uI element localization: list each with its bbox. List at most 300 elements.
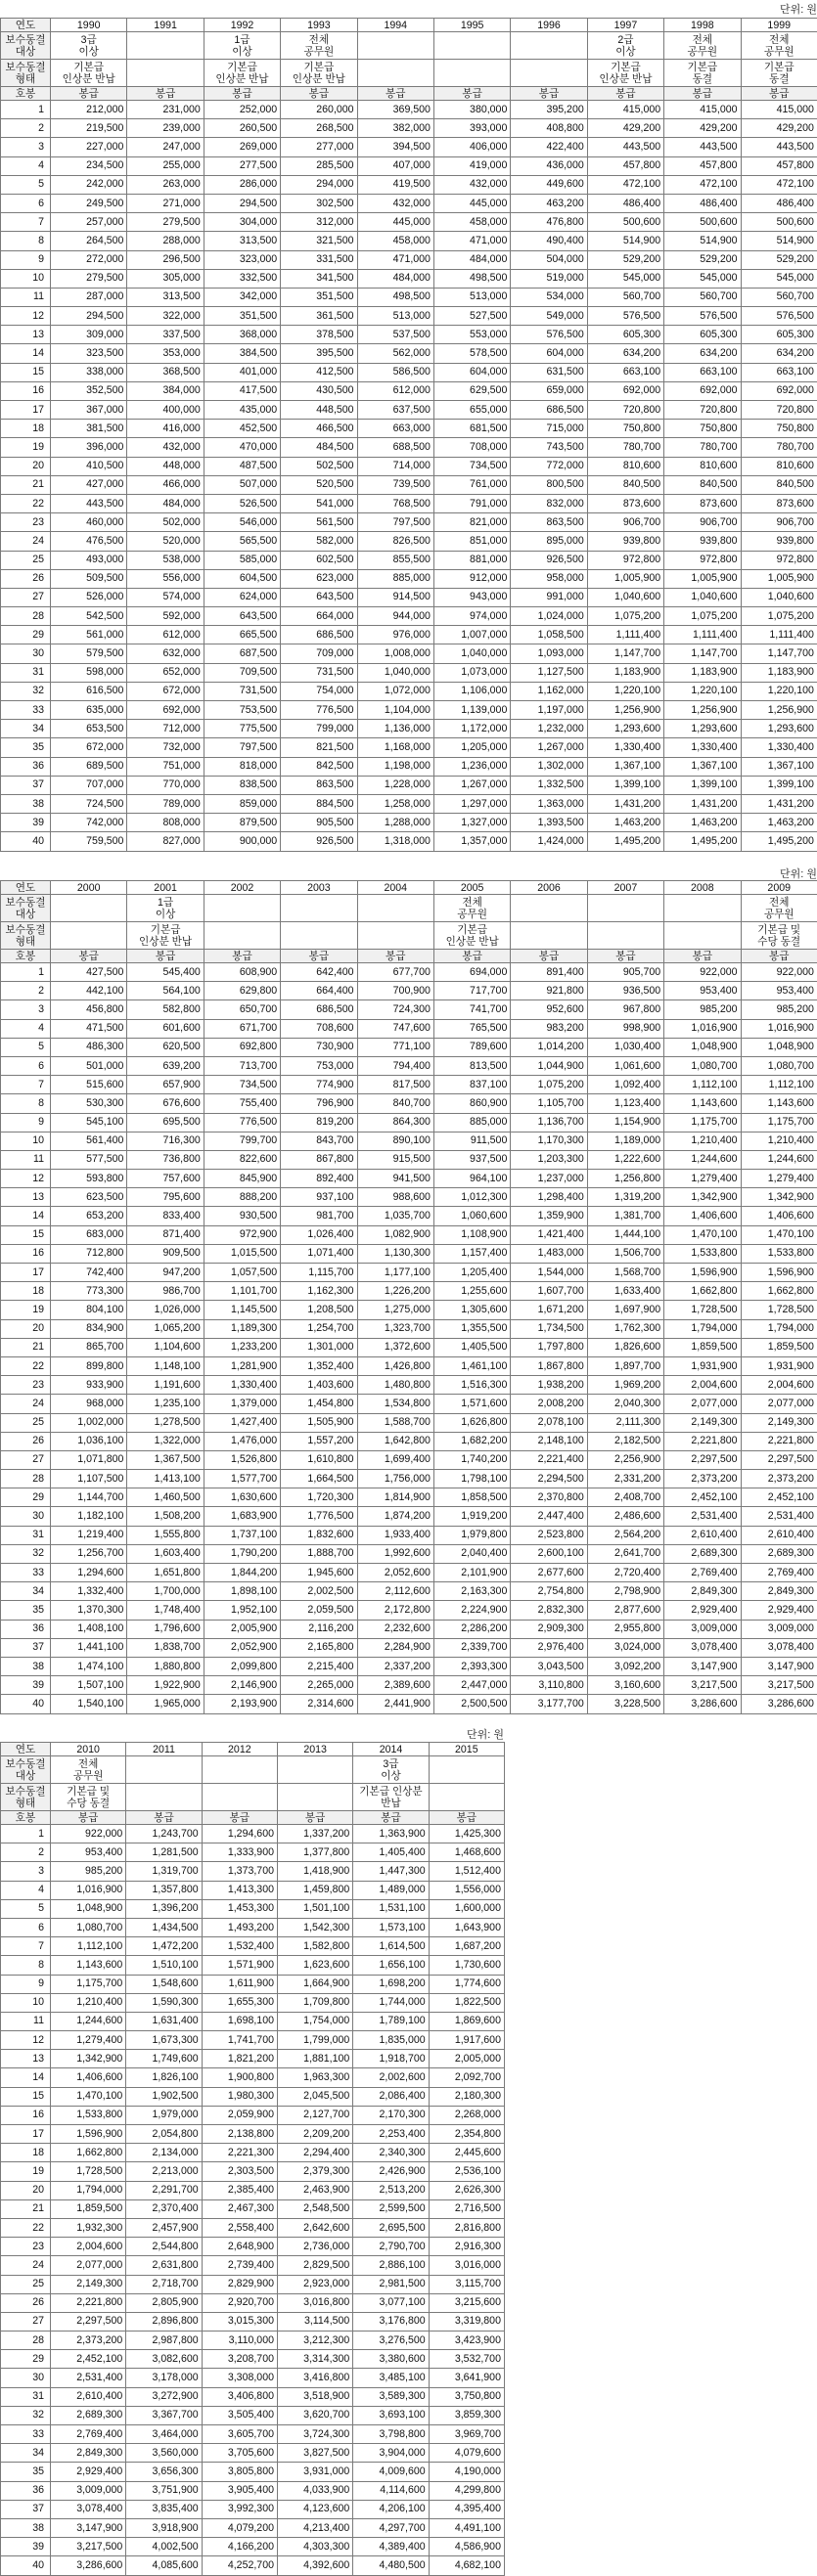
salary-cell: 321,500 xyxy=(281,232,357,250)
table-row xyxy=(1,1113,817,1132)
salary-cell: 382,000 xyxy=(357,119,433,138)
salary-cell: 1,293,600 xyxy=(741,720,817,738)
salary-cell: 1,821,200 xyxy=(202,2050,277,2068)
salary-cell: 1,147,700 xyxy=(741,644,817,663)
table-row xyxy=(1,2238,505,2256)
salary-cell: 1,040,000 xyxy=(433,644,510,663)
column-header: 봉급 xyxy=(741,87,817,101)
salary-cell: 2,923,000 xyxy=(277,2275,352,2293)
step-number: 38 xyxy=(1,794,51,813)
step-number: 37 xyxy=(1,2500,51,2518)
step-number: 11 xyxy=(1,288,51,306)
salary-cell: 3,082,600 xyxy=(126,2350,202,2369)
salary-cell: 2,564,200 xyxy=(587,1526,663,1544)
salary-cell: 534,000 xyxy=(511,288,587,306)
salary-cell: 864,300 xyxy=(357,1113,433,1132)
salary-cell: 672,000 xyxy=(127,682,204,700)
salary-cell: 1,698,100 xyxy=(202,2012,277,2030)
target-cell xyxy=(587,895,663,922)
salary-cell: 1,040,600 xyxy=(587,588,663,606)
salary-cell: 3,931,000 xyxy=(277,2463,352,2481)
table-row xyxy=(1,2199,505,2218)
salary-cell: 542,500 xyxy=(51,607,127,626)
salary-cell: 1,101,700 xyxy=(204,1282,280,1301)
salary-cell: 1,421,400 xyxy=(511,1225,587,1244)
salary-cell: 2,463,900 xyxy=(277,2181,352,2199)
table-row xyxy=(1,1582,817,1601)
salary-cell: 472,100 xyxy=(741,175,817,194)
salary-cell: 4,480,500 xyxy=(353,2556,429,2575)
salary-cell: 2,002,600 xyxy=(353,2068,429,2087)
table-row xyxy=(1,457,817,475)
salary-cell: 378,500 xyxy=(281,326,357,344)
salary-cell: 652,000 xyxy=(127,663,204,682)
salary-cell: 2,599,500 xyxy=(353,2199,429,2218)
step-number: 21 xyxy=(1,2199,51,2218)
salary-cell: 2,373,200 xyxy=(741,1470,817,1488)
salary-cell: 1,656,100 xyxy=(353,1956,429,1975)
salary-cell: 2,256,900 xyxy=(587,1450,663,1469)
table-row xyxy=(1,2500,505,2518)
salary-cell: 2,916,300 xyxy=(429,2238,504,2256)
step-number: 27 xyxy=(1,2312,51,2331)
salary-cell: 1,136,700 xyxy=(511,1113,587,1132)
salary-cell: 3,367,700 xyxy=(126,2406,202,2424)
salary-cell: 2,849,300 xyxy=(664,1582,741,1601)
salary-cell: 564,100 xyxy=(127,982,204,1000)
step-number: 26 xyxy=(1,569,51,588)
salary-cell: 1,664,500 xyxy=(281,1470,357,1488)
salary-cell: 1,737,100 xyxy=(204,1526,280,1544)
table-row xyxy=(1,513,817,532)
salary-cell: 1,463,200 xyxy=(741,814,817,832)
salary-cell: 3,217,500 xyxy=(741,1676,817,1695)
salary-cell: 1,256,900 xyxy=(741,701,817,720)
salary-cell: 242,000 xyxy=(51,175,127,194)
salary-cell: 3,532,700 xyxy=(429,2350,504,2369)
salary-cell: 331,500 xyxy=(281,250,357,269)
table-row xyxy=(1,1301,817,1319)
salary-cell: 529,200 xyxy=(741,250,817,269)
salary-cell: 1,931,900 xyxy=(664,1356,741,1375)
salary-cell: 1,548,600 xyxy=(126,1975,202,1993)
salary-cell: 1,489,000 xyxy=(353,1881,429,1899)
year-cell: 1995 xyxy=(433,19,510,32)
salary-cell: 384,000 xyxy=(127,381,204,400)
salary-cell: 1,256,900 xyxy=(664,701,741,720)
salary-cell: 692,000 xyxy=(587,381,663,400)
salary-cell: 620,500 xyxy=(127,1038,204,1056)
salary-cell: 2,716,500 xyxy=(429,2199,504,2218)
salary-cell: 1,112,100 xyxy=(51,1937,126,1956)
column-header: 봉급 xyxy=(353,1811,429,1825)
salary-cell: 486,400 xyxy=(664,194,741,212)
column-header: 봉급 xyxy=(357,87,433,101)
column-header-row xyxy=(1,950,817,963)
form-cell xyxy=(433,60,510,87)
salary-cell: 1,005,900 xyxy=(741,569,817,588)
salary-cell: 287,000 xyxy=(51,288,127,306)
salary-cell: 2,447,400 xyxy=(511,1507,587,1526)
salary-cell: 304,000 xyxy=(204,213,280,232)
salary-cell: 1,256,900 xyxy=(587,701,663,720)
salary-cell: 4,491,100 xyxy=(429,2518,504,2537)
salary-cell: 817,500 xyxy=(357,1076,433,1094)
salary-cell: 2,754,800 xyxy=(511,1582,587,1601)
salary-cell: 1,243,700 xyxy=(126,1825,202,1843)
target-cell: 전체 공무원 xyxy=(281,32,357,60)
salary-cell: 905,700 xyxy=(587,963,663,982)
salary-cell: 2,045,500 xyxy=(277,2087,352,2106)
step-number: 18 xyxy=(1,1282,51,1301)
salary-cell: 1,189,300 xyxy=(204,1319,280,1338)
salary-cell: 953,400 xyxy=(664,982,741,1000)
salary-cell: 2,182,500 xyxy=(587,1432,663,1450)
salary-cell: 1,183,900 xyxy=(587,663,663,682)
salary-cell: 313,500 xyxy=(204,232,280,250)
salary-cell: 2,286,200 xyxy=(433,1620,510,1638)
salary-cell: 707,000 xyxy=(51,776,127,794)
table-row xyxy=(1,1376,817,1395)
salary-cell: 2,805,900 xyxy=(126,2293,202,2312)
year-cell: 2006 xyxy=(511,881,587,895)
salary-cell: 1,474,100 xyxy=(51,1657,127,1675)
salary-cell: 514,900 xyxy=(741,232,817,250)
step-number: 24 xyxy=(1,532,51,551)
salary-cell: 2,373,200 xyxy=(664,1470,741,1488)
salary-cell: 4,395,400 xyxy=(429,2500,504,2518)
salary-cell: 1,093,000 xyxy=(511,644,587,663)
salary-cell: 1,822,500 xyxy=(429,1993,504,2012)
salary-cell: 466,000 xyxy=(127,475,204,494)
row-label: 보수동결 형태 xyxy=(1,922,51,950)
salary-cell: 1,024,000 xyxy=(511,607,587,626)
salary-cell: 443,500 xyxy=(664,138,741,156)
salary-cell: 3,016,000 xyxy=(429,2256,504,2275)
table-row xyxy=(1,1657,817,1675)
salary-cell: 3,798,800 xyxy=(353,2425,429,2444)
target-cell xyxy=(511,895,587,922)
salary-cell: 1,728,500 xyxy=(664,1301,741,1319)
salary-cell: 754,000 xyxy=(281,682,357,700)
table-row xyxy=(1,2444,505,2463)
step-number: 37 xyxy=(1,1638,51,1657)
salary-cell: 1,898,100 xyxy=(204,1582,280,1601)
year-cell: 2003 xyxy=(281,881,357,895)
salary-cell: 526,000 xyxy=(51,588,127,606)
salary-cell: 586,500 xyxy=(357,363,433,381)
salary-cell: 247,000 xyxy=(127,138,204,156)
step-number: 2 xyxy=(1,1843,51,1862)
salary-cell: 953,400 xyxy=(51,1843,126,1862)
salary-cell: 1,012,300 xyxy=(433,1188,510,1207)
salary-cell: 2,379,300 xyxy=(277,2162,352,2181)
salary-cell: 972,800 xyxy=(587,551,663,569)
salary-cell: 1,495,200 xyxy=(741,832,817,851)
salary-cell: 2,294,500 xyxy=(511,1470,587,1488)
table-row xyxy=(1,156,817,175)
salary-cell: 759,500 xyxy=(51,832,127,851)
step-number: 16 xyxy=(1,2106,51,2124)
salary-cell: 1,540,100 xyxy=(51,1695,127,1713)
year-header-row xyxy=(1,19,817,32)
salary-cell: 657,900 xyxy=(127,1076,204,1094)
form-cell: 기본급 인상분 반납 xyxy=(281,60,357,87)
salary-cell: 772,000 xyxy=(511,457,587,475)
salary-cell: 1,468,600 xyxy=(429,1843,504,1862)
step-number: 32 xyxy=(1,1544,51,1563)
salary-cell: 3,176,800 xyxy=(353,2312,429,2331)
salary-cell: 545,400 xyxy=(127,963,204,982)
salary-cell: 681,500 xyxy=(433,420,510,438)
salary-cell: 1,367,500 xyxy=(127,1450,204,1469)
salary-cell: 2,002,500 xyxy=(281,1582,357,1601)
salary-cell: 1,643,900 xyxy=(429,1918,504,1936)
salary-cell: 2,976,400 xyxy=(511,1638,587,1657)
salary-cell: 2,004,600 xyxy=(51,2238,126,2256)
salary-cell: 3,835,400 xyxy=(126,2500,202,2518)
year-cell: 2004 xyxy=(357,881,433,895)
salary-cell: 3,751,900 xyxy=(126,2481,202,2500)
salary-cell: 2,626,300 xyxy=(429,2181,504,2199)
salary-cell: 953,400 xyxy=(741,982,817,1000)
salary-cell: 716,300 xyxy=(127,1132,204,1150)
salary-cell: 1,506,700 xyxy=(587,1244,663,1263)
row-label: 보수동결 형태 xyxy=(1,1784,51,1811)
salary-cell: 3,024,000 xyxy=(587,1638,663,1657)
salary-cell: 808,000 xyxy=(127,814,204,832)
salary-cell: 1,607,700 xyxy=(511,1282,587,1301)
year-cell: 2012 xyxy=(202,1743,277,1756)
step-number: 15 xyxy=(1,1225,51,1244)
column-header-row xyxy=(1,87,817,101)
step-number: 40 xyxy=(1,1695,51,1713)
salary-cell: 1,697,900 xyxy=(587,1301,663,1319)
table-row xyxy=(1,2556,505,2575)
salary-cell: 2,340,300 xyxy=(353,2144,429,2162)
salary-cell: 664,000 xyxy=(281,607,357,626)
salary-cell: 1,016,900 xyxy=(51,1881,126,1899)
salary-cell: 859,000 xyxy=(204,794,280,813)
salary-cell: 3,208,700 xyxy=(202,2350,277,2369)
salary-cell: 1,655,300 xyxy=(202,1993,277,2012)
salary-cell: 692,000 xyxy=(127,701,204,720)
year-cell: 2014 xyxy=(353,1743,429,1756)
salary-cell: 562,000 xyxy=(357,344,433,363)
salary-cell: 3,286,600 xyxy=(664,1695,741,1713)
target-cell: 전체 공무원 xyxy=(664,32,741,60)
salary-cell: 3,016,800 xyxy=(277,2293,352,2312)
target-cell xyxy=(277,1756,352,1784)
salary-cell: 2,816,800 xyxy=(429,2218,504,2237)
salary-cell: 3,406,800 xyxy=(202,2387,277,2406)
salary-cell: 302,500 xyxy=(281,194,357,212)
salary-cell: 742,400 xyxy=(51,1264,127,1282)
salary-cell: 384,500 xyxy=(204,344,280,363)
salary-cell: 1,168,000 xyxy=(357,738,433,757)
salary-cell: 700,900 xyxy=(357,982,433,1000)
step-number: 36 xyxy=(1,2481,51,2500)
step-number: 7 xyxy=(1,1076,51,1094)
salary-cell: 2,337,200 xyxy=(357,1657,433,1675)
year-cell: 2013 xyxy=(277,1743,352,1756)
salary-cell: 1,568,700 xyxy=(587,1264,663,1282)
year-header-row xyxy=(1,1743,505,1756)
salary-cell: 863,500 xyxy=(511,513,587,532)
salary-cell: 800,500 xyxy=(511,475,587,494)
salary-cell: 1,072,000 xyxy=(357,682,433,700)
step-number: 2 xyxy=(1,982,51,1000)
salary-cell: 1,582,800 xyxy=(277,1937,352,1956)
salary-cell: 1,844,200 xyxy=(204,1564,280,1582)
salary-cell: 4,586,900 xyxy=(429,2538,504,2556)
salary-cell: 422,400 xyxy=(511,138,587,156)
salary-cell: 3,641,900 xyxy=(429,2369,504,2387)
salary-cell: 1,060,600 xyxy=(433,1207,510,1225)
salary-cell: 1,662,800 xyxy=(51,2144,126,2162)
salary-cell: 1,664,900 xyxy=(277,1975,352,1993)
salary-cell: 553,000 xyxy=(433,326,510,344)
salary-cell: 732,000 xyxy=(127,738,204,757)
year-cell: 2002 xyxy=(204,881,280,895)
salary-cell: 624,000 xyxy=(204,588,280,606)
salary-cell: 813,500 xyxy=(433,1056,510,1075)
salary-cell: 1,203,300 xyxy=(511,1150,587,1169)
salary-cell: 514,900 xyxy=(587,232,663,250)
salary-cell: 605,300 xyxy=(664,326,741,344)
salary-cell: 2,059,500 xyxy=(281,1601,357,1620)
table-row xyxy=(1,1676,817,1695)
salary-cell: 742,000 xyxy=(51,814,127,832)
salary-cell: 457,800 xyxy=(664,156,741,175)
salary-cell: 2,331,200 xyxy=(587,1470,663,1488)
salary-cell: 396,000 xyxy=(51,438,127,457)
salary-cell: 2,452,100 xyxy=(51,2350,126,2369)
table-row xyxy=(1,1975,505,1993)
salary-cell: 1,651,800 xyxy=(127,1564,204,1582)
salary-cell: 604,000 xyxy=(511,344,587,363)
salary-cell: 1,254,700 xyxy=(281,1319,357,1338)
step-number: 8 xyxy=(1,232,51,250)
salary-cell: 750,800 xyxy=(741,420,817,438)
table-row xyxy=(1,1620,817,1638)
salary-cell: 1,036,100 xyxy=(51,1432,127,1450)
row-label: 연도 xyxy=(1,1743,51,1756)
table-row xyxy=(1,1282,817,1301)
table-row xyxy=(1,2369,505,2387)
year-cell: 1994 xyxy=(357,19,433,32)
salary-cell: 799,700 xyxy=(204,1132,280,1150)
salary-cell: 1,244,600 xyxy=(51,2012,126,2030)
salary-cell: 1,945,600 xyxy=(281,1564,357,1582)
step-number: 34 xyxy=(1,720,51,738)
salary-cell: 1,510,100 xyxy=(126,1956,202,1975)
salary-cell: 1,796,600 xyxy=(127,1620,204,1638)
salary-cell: 2,284,900 xyxy=(357,1638,433,1657)
salary-cell: 2,523,800 xyxy=(511,1526,587,1544)
salary-cell: 2,829,500 xyxy=(277,2256,352,2275)
step-number: 13 xyxy=(1,326,51,344)
step-number: 11 xyxy=(1,1150,51,1169)
salary-cell: 819,200 xyxy=(281,1113,357,1132)
salary-cell: 227,000 xyxy=(51,138,127,156)
table-row xyxy=(1,1225,817,1244)
row-label: 호봉 xyxy=(1,1811,51,1825)
step-number: 4 xyxy=(1,156,51,175)
salary-cell: 776,500 xyxy=(281,701,357,720)
form-cell xyxy=(127,60,204,87)
step-number: 38 xyxy=(1,1657,51,1675)
salary-cell: 4,085,600 xyxy=(126,2556,202,2575)
step-number: 30 xyxy=(1,644,51,663)
step-number: 3 xyxy=(1,1862,51,1881)
target-cell: 3급 이상 xyxy=(353,1756,429,1784)
step-number: 39 xyxy=(1,2538,51,2556)
salary-cell: 2,385,400 xyxy=(202,2181,277,2199)
salary-cell: 988,600 xyxy=(357,1188,433,1207)
target-cell: 전체 공무원 xyxy=(741,895,817,922)
salary-cell: 368,500 xyxy=(127,363,204,381)
salary-cell: 252,000 xyxy=(204,101,280,119)
salary-cell: 774,900 xyxy=(281,1076,357,1094)
salary-cell: 452,500 xyxy=(204,420,280,438)
salary-cell: 663,100 xyxy=(587,363,663,381)
salary-cell: 2,987,800 xyxy=(126,2332,202,2350)
salary-cell: 593,800 xyxy=(51,1170,127,1188)
step-number: 12 xyxy=(1,2031,51,2050)
salary-cell: 909,500 xyxy=(127,1244,204,1263)
salary-cell: 789,600 xyxy=(433,1038,510,1056)
year-cell: 1993 xyxy=(281,19,357,32)
salary-cell: 545,000 xyxy=(741,269,817,288)
salary-cell: 286,000 xyxy=(204,175,280,194)
salary-cell: 1,373,700 xyxy=(202,1862,277,1881)
salary-cell: 873,600 xyxy=(664,494,741,512)
salary-cell: 1,015,500 xyxy=(204,1244,280,1263)
salary-cell: 926,500 xyxy=(511,551,587,569)
salary-cell: 1,799,000 xyxy=(277,2031,352,2050)
salary-cell: 885,000 xyxy=(357,569,433,588)
salary-cell: 3,147,900 xyxy=(664,1657,741,1675)
form-cell: 기본급 인상분 반납 xyxy=(353,1784,429,1811)
step-number: 23 xyxy=(1,2238,51,2256)
salary-cell: 2,127,700 xyxy=(277,2106,352,2124)
salary-cell: 2,896,800 xyxy=(126,2312,202,2331)
salary-cell: 429,200 xyxy=(587,119,663,138)
salary-cell: 1,631,400 xyxy=(126,2012,202,2030)
salary-cell: 780,700 xyxy=(741,438,817,457)
table-row xyxy=(1,2518,505,2537)
salary-cell: 1,104,000 xyxy=(357,701,433,720)
salary-cell: 655,000 xyxy=(433,401,510,420)
form-cell: 기본급 인상분 반납 xyxy=(51,60,127,87)
table-row xyxy=(1,1395,817,1413)
salary-cell: 1,406,600 xyxy=(664,1207,741,1225)
salary-cell: 1,399,100 xyxy=(741,776,817,794)
table-row xyxy=(1,1638,817,1657)
salary-cell: 1,080,700 xyxy=(51,1918,126,1936)
salary-cell: 2,736,000 xyxy=(277,2238,352,2256)
form-cell xyxy=(51,922,127,950)
salary-cell: 2,052,600 xyxy=(357,1564,433,1582)
salary-cell: 486,400 xyxy=(741,194,817,212)
salary-cell: 1,918,700 xyxy=(353,2050,429,2068)
table-row xyxy=(1,363,817,381)
salary-cell: 448,500 xyxy=(281,401,357,420)
step-number: 11 xyxy=(1,2012,51,2030)
step-number: 31 xyxy=(1,2387,51,2406)
table-row xyxy=(1,1601,817,1620)
